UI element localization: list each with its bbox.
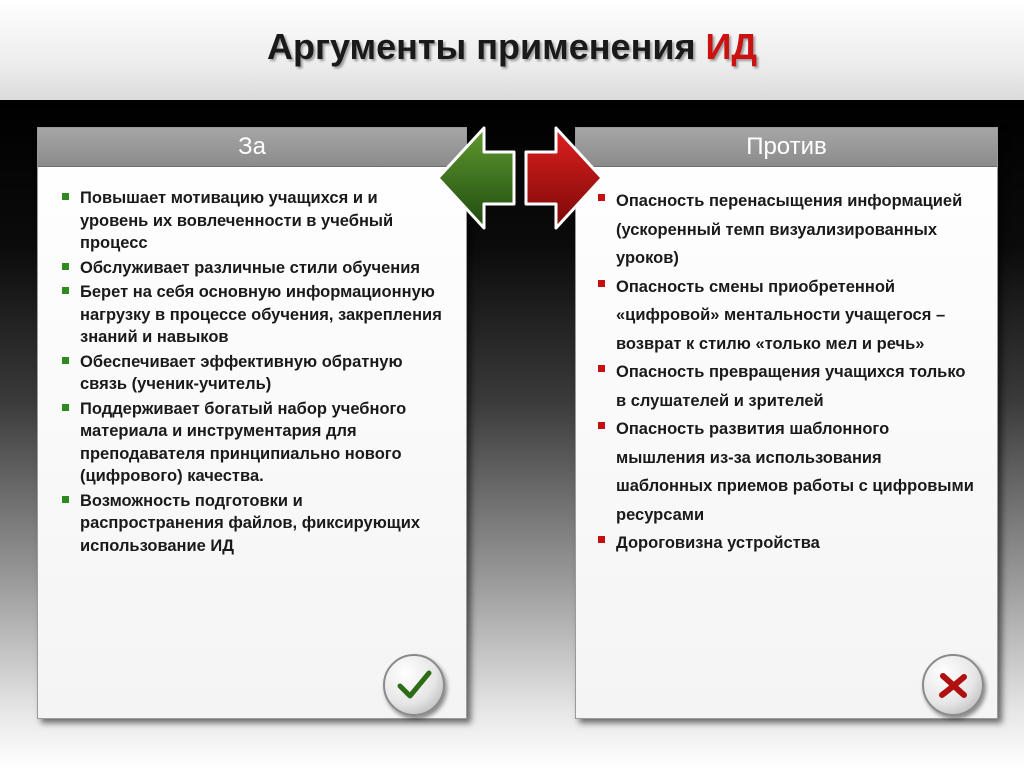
list-item-text: Опасность развития шаблонного мышления из-за использования шаблонных приемов работы с цифровыми ресурсами — [616, 420, 974, 524]
bullet-icon — [598, 280, 605, 287]
list-item-text: Берет на себя основную информационную нагрузку в процессе обучения, закрепления знаний и навыков — [80, 283, 442, 346]
bullet-icon — [598, 422, 605, 429]
list-item — [62, 257, 444, 280]
bullet-icon — [598, 536, 605, 543]
list-item-text: Опасность смены приобретенной «цифровой» ментальности учащегося – возврат к стилю «только мел и речь» — [616, 277, 946, 353]
checkmark-icon — [385, 656, 443, 714]
bullet-icon — [62, 263, 69, 270]
list-item — [62, 490, 444, 558]
list-item-text: Возможность подготовки и распространения файлов, фиксирующих использование ИД — [80, 491, 421, 555]
pro-list — [38, 167, 466, 557]
list-item — [62, 398, 444, 488]
list-item — [62, 187, 444, 255]
list-item-text: Опасность перенасыщения информацией (ускоренный темп визуализированных уроков) — [616, 192, 963, 267]
slide-title — [0, 26, 1024, 68]
check-badge — [383, 654, 445, 716]
arrow-left-icon — [438, 128, 514, 228]
arrow-right-icon — [526, 128, 602, 228]
list-item — [598, 358, 975, 415]
con-panel — [575, 127, 998, 719]
bullet-icon — [598, 365, 605, 372]
bullet-icon — [62, 287, 69, 294]
bullet-icon — [62, 193, 69, 200]
pro-header: За — [38, 128, 466, 167]
list-item — [598, 273, 975, 359]
list-item — [598, 187, 975, 273]
list-item-text: Обслуживает различные стили обучения — [80, 258, 420, 277]
cross-icon — [924, 656, 982, 714]
list-item-text: Опасность превращения учащихся только в слушателей и зрителей — [616, 363, 966, 410]
list-item — [598, 529, 975, 558]
arrows-graphic — [436, 124, 606, 236]
list-item-text: Повышает мотивацию учащихся и и уровень их вовлеченности в учебный процесс — [80, 189, 394, 252]
bullet-icon — [62, 357, 69, 364]
title-main: Аргументы применения — [266, 26, 696, 67]
con-list — [576, 167, 997, 558]
list-item-text: Дороговизна устройства — [616, 534, 820, 552]
bullet-icon — [62, 404, 69, 411]
list-item — [62, 281, 444, 349]
con-header: Против — [576, 128, 997, 167]
cross-badge — [922, 654, 984, 716]
list-item-text: Поддерживает богатый набор учебного материала и инструментария для преподавателя принципиально нового (цифрового) качества. — [80, 399, 407, 485]
list-item — [598, 415, 975, 529]
bullet-icon — [62, 496, 69, 503]
title-accent: ИД — [705, 26, 757, 67]
pro-panel — [37, 127, 467, 719]
list-item — [62, 351, 444, 396]
list-item-text: Обеспечивает эффективную обратную связь (ученик-учитель) — [80, 352, 403, 393]
